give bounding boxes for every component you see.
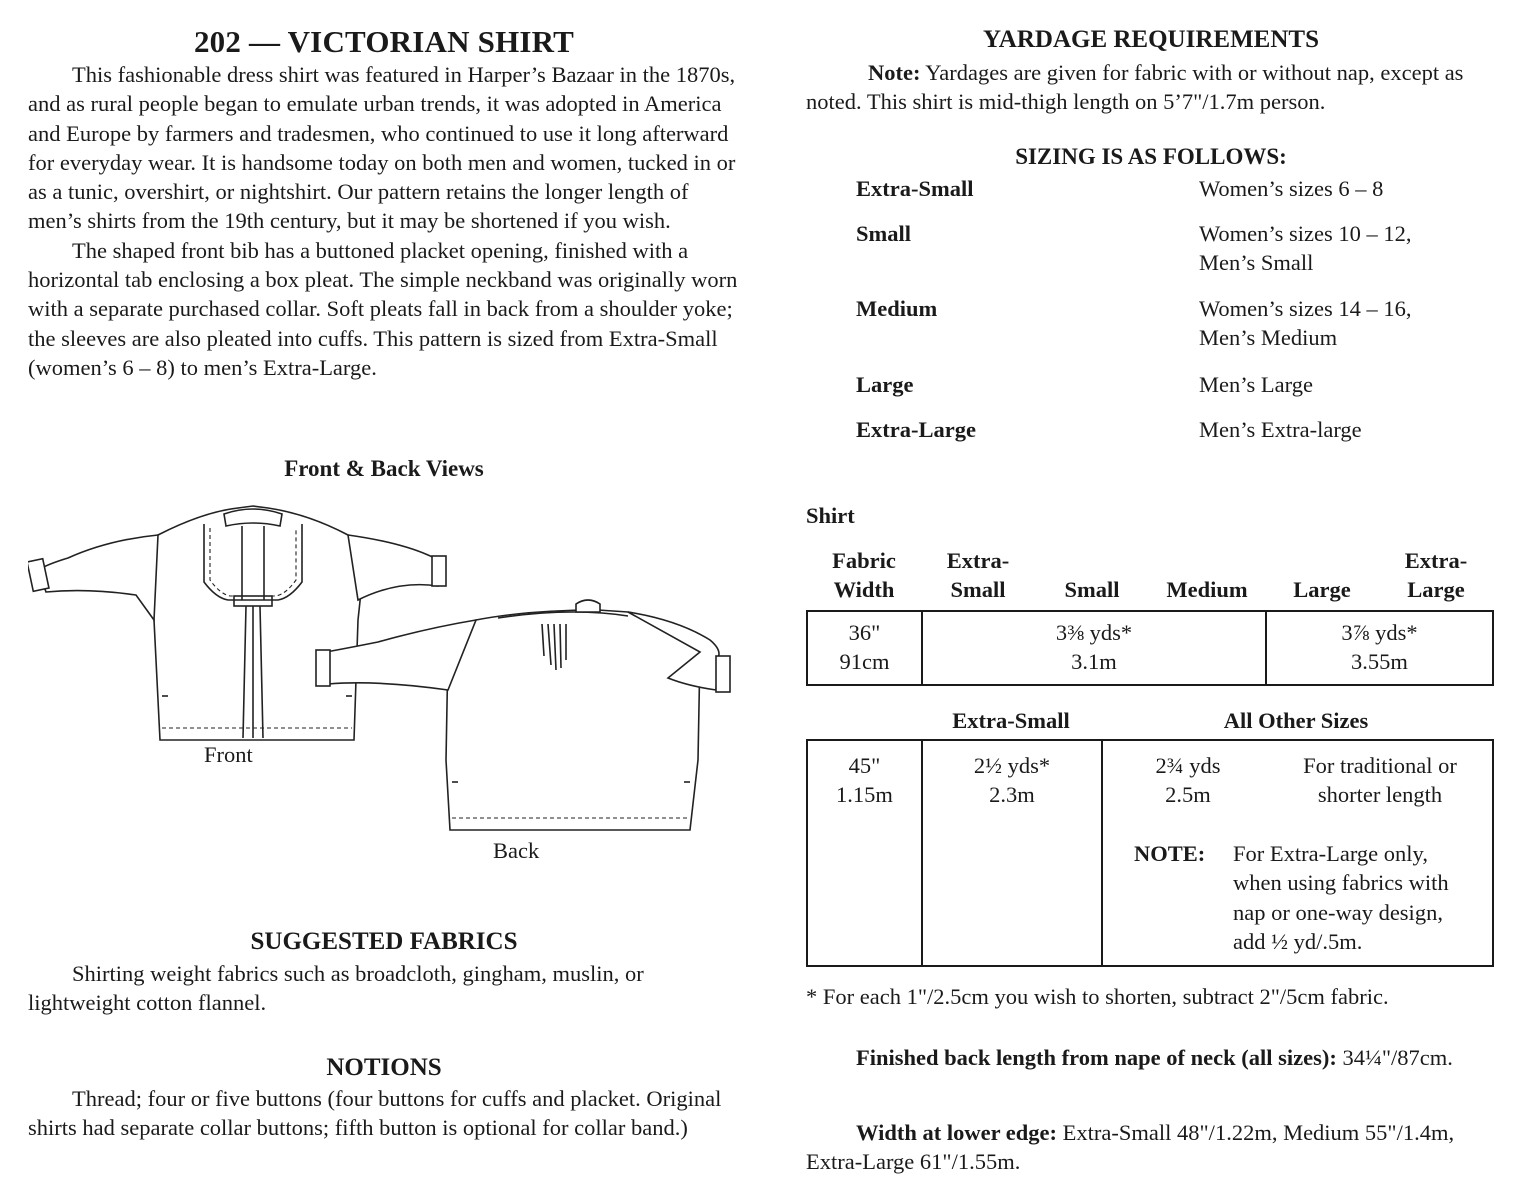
- size-value: Women’s sizes 10 – 12,: [1199, 221, 1412, 246]
- yardage-note: [806, 58, 1496, 117]
- cell-xs-to-large-36: 3⅜ yds* 3.1m: [1055, 620, 1133, 675]
- notions-heading: NOTIONS: [326, 1054, 442, 1081]
- page-title: 202 — VICTORIAN SHIRT: [193, 24, 575, 59]
- intro-paragraph-1: This fashionable dress shirt was featured in Harper’s Bazaar in the 1870s, and as rural people began to emulate urban trends, it was adopted in America and Europe by farmers and tradesmen, who continued to use it long afterward for everyday wear. It is handsome today on both men and women, tucked in or as a tunic, overshirt, or nightshirt. Our pattern retains the longer length of men’s shirts from the 19th century, but it may be shortened if you wish.: [28, 62, 736, 234]
- header-fabric-width: Fabric Width: [832, 548, 896, 603]
- lower-edge-width: [806, 1118, 1496, 1177]
- shirt-heading: Shirt: [806, 503, 855, 528]
- size-value: Men’s Extra-large: [1199, 417, 1362, 442]
- header-extra-small: Extra- Small: [946, 548, 1010, 603]
- notions-paragraph: Thread; four or five buttons (four buttons for cuffs and placket. Original shirts had separate collar buttons; fifth button is optional for collar band.): [28, 1086, 722, 1141]
- yardage-heading: YARDAGE REQUIREMENTS: [983, 26, 1319, 53]
- cell-xs-45: 2½ yds* 2.3m: [973, 753, 1051, 808]
- cell-width-36: 36" 91cm: [839, 620, 890, 675]
- note-text: Yardages are given for fabric with or without nap, except as noted. This shirt is mid-thigh length on 5’7"/1.7m person.: [806, 60, 1464, 115]
- yardage-table-36: [806, 610, 1494, 686]
- fabrics-paragraph: Shirting weight fabrics such as broadcloth, gingham, muslin, or lightweight cotton flannel.: [28, 961, 644, 1016]
- size-name: Large: [856, 372, 914, 397]
- back-shirt-drawing: [316, 600, 730, 830]
- shirt-illustration: [28, 500, 740, 840]
- cell-other-45: 2¾ yds 2.5m: [1155, 753, 1221, 808]
- size-name: Extra-Large: [856, 417, 976, 442]
- views-heading: Front & Back Views: [284, 456, 484, 481]
- back-length-label: Finished back length from nape of neck (all sizes):: [856, 1045, 1337, 1070]
- notions-text: [28, 1084, 740, 1143]
- header-small: Small: [1064, 577, 1120, 602]
- header-extra-large: Extra- Large: [1404, 548, 1468, 603]
- size-value: Men’s Large: [1199, 372, 1313, 397]
- front-shirt-drawing: [28, 506, 446, 740]
- size-value: Women’s sizes 6 – 8: [1199, 176, 1384, 201]
- size-value: Men’s Medium: [1199, 325, 1338, 350]
- intro-text: [28, 60, 740, 382]
- footnote: * For each 1"/2.5cm you wish to shorten, subtract 2"/5cm fabric.: [806, 984, 1389, 1009]
- front-label: Front: [204, 742, 253, 767]
- note-label: Note:: [868, 60, 921, 85]
- size-name: Small: [856, 221, 912, 246]
- fabrics-text: [28, 959, 740, 1018]
- size-value: Men’s Small: [1199, 250, 1314, 275]
- size-name: Extra-Small: [856, 176, 974, 201]
- header2-extra-small: Extra-Small: [952, 708, 1070, 733]
- header2-all-other-sizes: All Other Sizes: [1223, 708, 1369, 733]
- size-value: Women’s sizes 14 – 16,: [1199, 296, 1412, 321]
- intro-paragraph-2: The shaped front bib has a buttoned placket opening, finished with a horizontal tab enclosing a box pleat. The simple neckband was originally worn with a separate purchased collar. Soft pleats fall in back from a shoulder yoke; the sleeves are also pleated into cuffs. This pattern is sized from Extra-Small (women’s 6 – 8) to men’s Extra-Large.: [28, 237, 738, 380]
- header-medium: Medium: [1166, 577, 1248, 602]
- cell-xl-36: 3⅞ yds* 3.55m: [1341, 620, 1418, 675]
- size-name: Medium: [856, 296, 938, 321]
- width-value: Extra-Small 48"/1.22m, Medium 55"/1.4m, Extra-Large 61"/1.55m.: [806, 1120, 1455, 1175]
- back-length-value: 34¼"/87cm.: [1336, 1045, 1453, 1070]
- cell-width-45: 45" 1.15m: [836, 753, 893, 808]
- xl-note-text: For Extra-Large only, when using fabrics with nap or one-way design, add ½ yd/.5m.: [1233, 841, 1449, 954]
- back-length: [806, 1043, 1496, 1072]
- sizing-heading: SIZING IS AS FOLLOWS:: [1015, 144, 1287, 169]
- xl-note-label: NOTE:: [1134, 841, 1206, 866]
- width-label: Width at lower edge:: [856, 1120, 1058, 1145]
- yardage-table-45: [806, 739, 1494, 967]
- fabrics-heading: SUGGESTED FABRICS: [250, 928, 518, 955]
- back-label: Back: [493, 838, 540, 863]
- header-large: Large: [1293, 577, 1351, 602]
- cell-other-note: For traditional or shorter length: [1303, 753, 1457, 808]
